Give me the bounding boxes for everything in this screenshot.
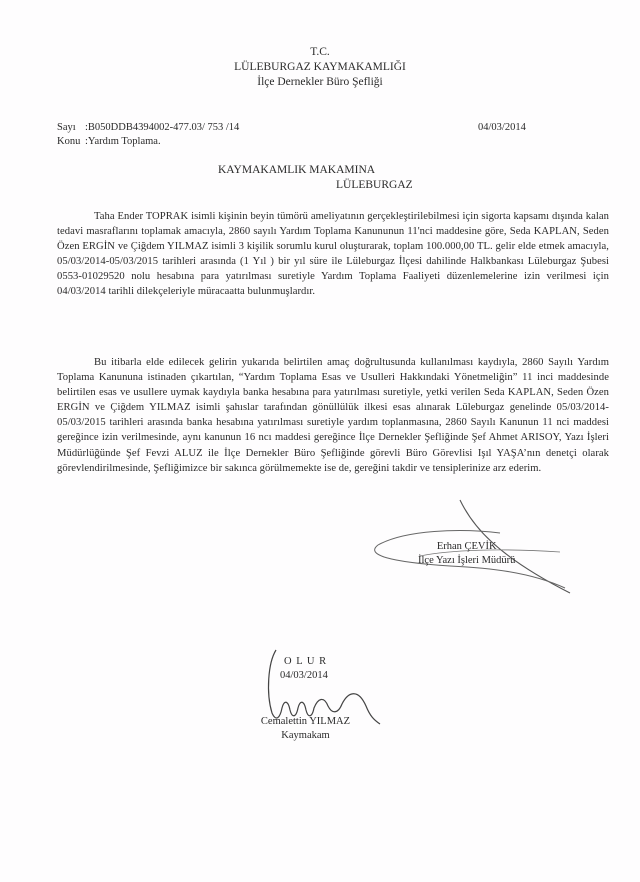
approval-date: 04/03/2014 (280, 670, 328, 681)
addressee-line2: LÜLEBURGAZ (336, 179, 413, 191)
approval-label: O L U R (284, 656, 328, 667)
reference-number-row (57, 121, 239, 135)
approval-signatory (248, 715, 363, 743)
signatory-title: İlçe Yazı İşleri Müdürü (418, 555, 516, 566)
document-date: 04/03/2014 (478, 122, 526, 133)
addressee-line1: KAYMAKAMLIK MAKAMINA (218, 164, 376, 176)
sayi-value: :B050DDB4394002-477.03/ 753 /14 (85, 122, 240, 133)
letterhead (0, 45, 640, 90)
letterhead-tc: T.C. (310, 46, 330, 58)
konu-label: Konu (57, 136, 81, 147)
approval-name: Cemalettin YILMAZ (260, 716, 351, 727)
subject-row (57, 135, 161, 149)
signatory-name: Erhan ÇEVİK (436, 541, 497, 552)
body-paragraph-2: Bu itibarla elde edilecek gelirin yukarıda belirtilen amaç doğrultusunda kullanılması kaydıyla, 2860 Sayılı Yardım Toplama Kanununa istinaden çıkartılan, “Yardım Toplama Esas ve Usulleri Hakkındaki Yönetmeliğin” 11 inci maddesinde belirtilen esas ve usullere uymak kaydıyla banka hesabına para yatırılması suretiyle, yetki verilen Seda KAPLAN, Seden Özen ERGİN ve Çiğdem YILMAZ isimli şahıslar tarafından gönüllülük ilkesi esas alınarak Lüleburgaz genelinde 05/03/2014-05/03/2015 tarihleri arasında banka hesabına yatırılması suretiyle yardım toplanmasına, 2860 Sayılı Kanunun 11 nci maddesi gereğince izin verilmesinde, aynı kanunun 16 ncı maddesi gereğince İlçe Dernekler Şefliğinde Şef Ahmet ARISOY, Yazı İşleri Müdürlüğünde Şef Fevzi ALUZ ile İlçe Dernekler Büro Şefliğinde görevli Büro Görevlisi Işıl YAŞA’nın denetçi olarak görevlendirilmesinde, Şefliğimizce bir sakınca görülmemekte ise de, gereğini takdir ve tensiplerinize arz ederim. (57, 357, 609, 474)
konu-value: :Yardım Toplama. (85, 136, 161, 147)
signatory-block (418, 540, 515, 568)
letterhead-office: LÜLEBURGAZ KAYMAKAMLIĞI (234, 61, 406, 73)
body-paragraph-1: Taha Ender TOPRAK isimli kişinin beyin tümörü ameliyatının gerçekleştirilebilmesi için sigorta kapsamı dışında kalan tedavi masraflarını toplamak amacıyla, 2860 sayılı Yardım Toplama Kanununun 11'nci maddesine göre, Seda KAPLAN, Seden Özen ERGİN ve Çiğdem YILMAZ isimli 3 kişilik sorumlu kurul oluşturarak, toplam 100.000,00 TL. gelir elde etmek amacıyla, 05/03/2014-05/03/2015 tarihleri arasında (1 Yıl ) bir yıl süre ile Lüleburgaz İlçesi dahilinde Halkbankası Lüleburgaz Şubesi 0553-01029520 nolu hesabına para yatırılması suretiyle Yardım Toplama Faaliyeti düzenlemelerine izin verilmesi için 04/03/2014 tarihli dilekçeleriyle müracaatta bulunmuşlardır. (57, 211, 609, 298)
approval-title: Kaymakam (281, 730, 330, 741)
sayi-label: Sayı (57, 122, 76, 133)
addressee (218, 163, 413, 193)
letterhead-department: İlçe Dernekler Büro Şefliği (257, 76, 383, 88)
